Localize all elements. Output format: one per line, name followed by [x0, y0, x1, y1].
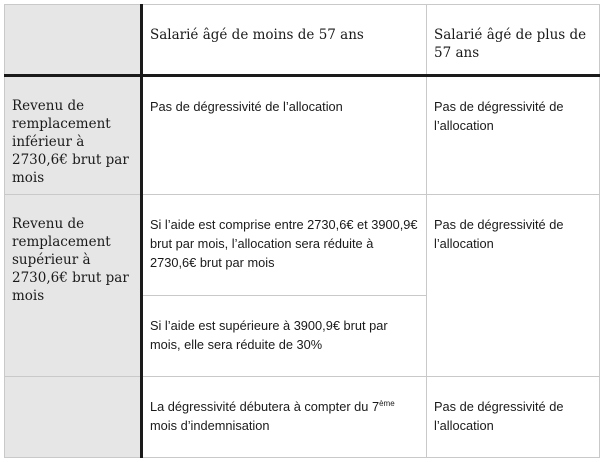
row-label-cell — [5, 377, 142, 458]
header-over-57-text: Salarié âgé de plus de 57 ans — [434, 27, 587, 61]
row-label-cell — [5, 76, 142, 195]
over-57-cell — [427, 76, 600, 195]
row-label-cell — [5, 195, 142, 377]
header-over-57 — [427, 5, 600, 76]
table-row — [5, 195, 600, 296]
under-57-text: Pas de dégressivité de l’allocation — [150, 99, 343, 114]
table-row — [5, 377, 600, 458]
under-57-text — [143, 377, 426, 435]
over-57-cell — [427, 195, 600, 377]
under-57-cell — [142, 296, 427, 377]
ordinal-suffix: ème — [379, 399, 395, 408]
over-57-text: Pas de dégressivité de l’allocation — [434, 99, 564, 133]
comparison-table — [4, 4, 600, 458]
under-57-text: Si l’aide est comprise entre 2730,6€ et 3900,9€ brut par mois, l’allocation sera réduite à 2730,6€ brut par mois — [150, 217, 418, 270]
row-label: Revenu de remplacement supérieur à 2730,6€ brut par mois — [12, 216, 129, 304]
under-57-text-end: mois d’indemnisation — [150, 418, 270, 433]
under-57-cell — [142, 76, 427, 195]
under-57-text-start: La dégressivité débutera à compter du 7 — [150, 399, 380, 414]
under-57-cell — [142, 377, 427, 458]
header-under-57 — [142, 5, 427, 76]
corner-cell — [5, 5, 142, 76]
over-57-text: Pas de dégressivité de l’allocation — [434, 399, 564, 433]
over-57-cell — [427, 377, 600, 458]
header-row — [5, 5, 600, 76]
over-57-text: Pas de dégressivité de l’allocation — [434, 217, 564, 251]
table-row — [5, 76, 600, 195]
row-label: Revenu de remplacement inférieur à 2730,6€ brut par mois — [12, 98, 129, 186]
row-label — [5, 377, 140, 397]
under-57-cell — [142, 195, 427, 296]
under-57-text: Si l’aide est supérieure à 3900,9€ brut par mois, elle sera réduite de 30% — [150, 318, 388, 352]
header-under-57-text: Salarié âgé de moins de 57 ans — [150, 27, 364, 43]
